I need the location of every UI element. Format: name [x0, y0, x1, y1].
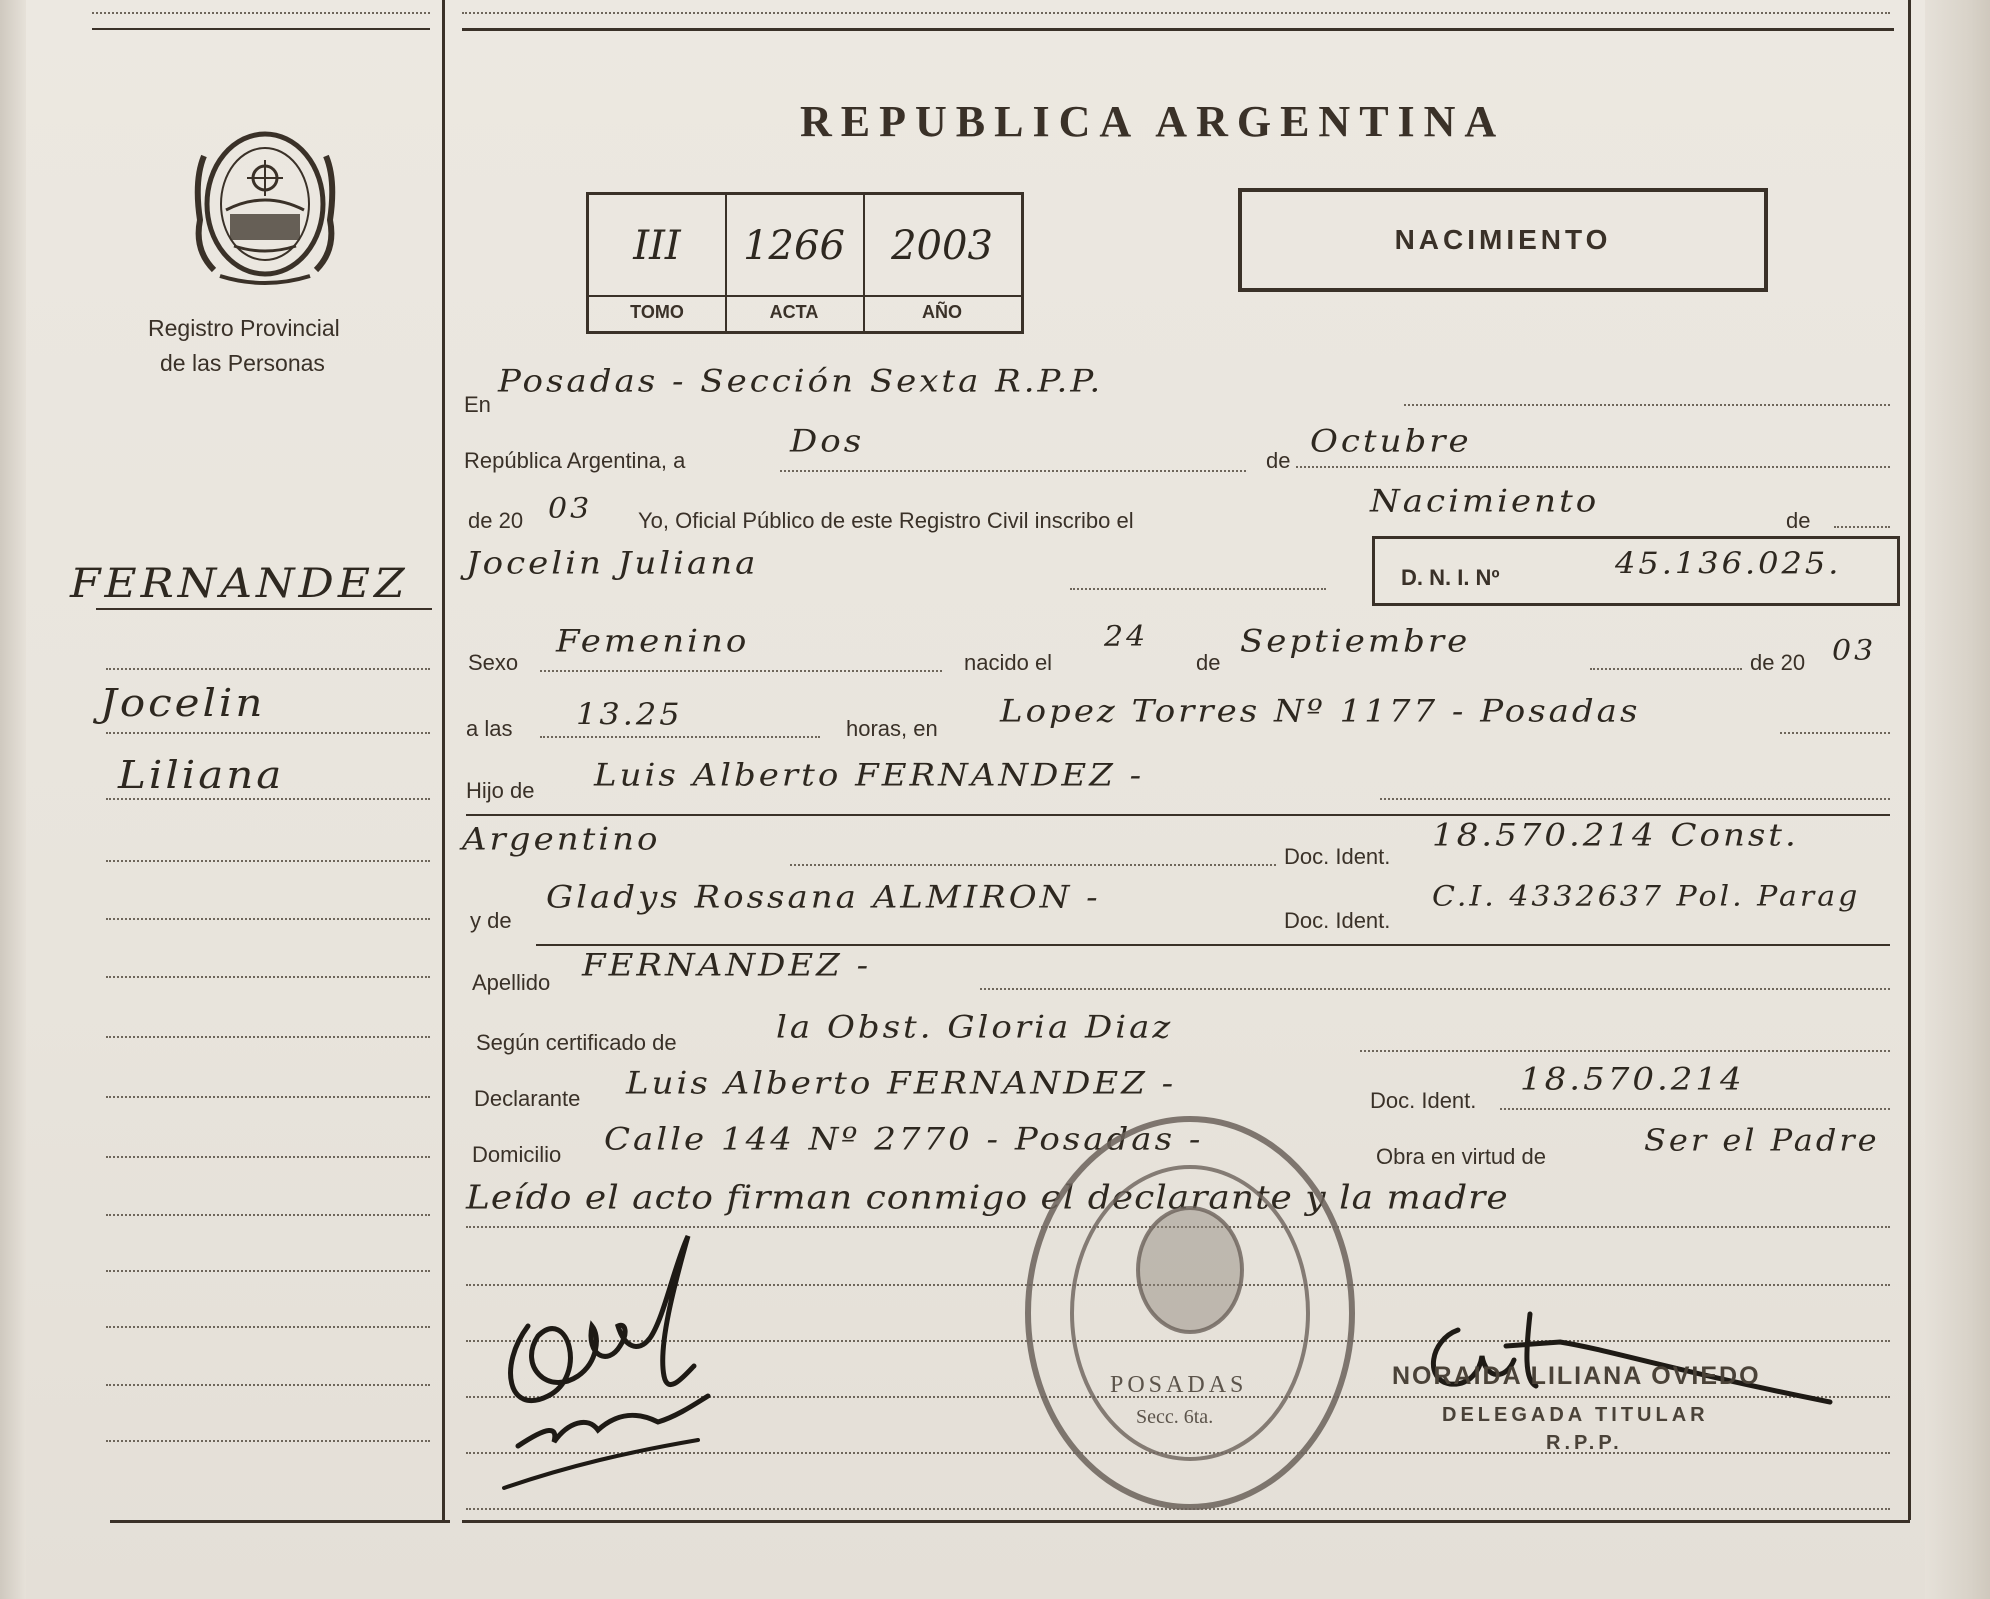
birth-place: Lopez Torres Nº 1177 - Posadas: [1000, 693, 1641, 730]
father-document: 18.570.214 Const.: [1432, 817, 1799, 854]
stamp-section: Secc. 6ta.: [1136, 1406, 1214, 1428]
closing-statement: Leído el acto firman conmigo el declarante y la madre: [466, 1179, 1509, 1217]
tomo-label: TOMO: [630, 302, 684, 322]
birth-year-prefix: de 20: [1750, 650, 1806, 675]
birth-year: 03: [1832, 634, 1877, 667]
tomo-cell: [589, 195, 727, 331]
declarante-label: Declarante: [474, 1086, 581, 1111]
margin-line: [106, 1270, 430, 1272]
declarant-name: Luis Alberto FERNANDEZ -: [626, 1065, 1177, 1102]
margin-line: [106, 1036, 430, 1038]
page-edge-left: [0, 0, 26, 1599]
acta-label: ACTA: [769, 302, 819, 322]
official-office: R.P.P.: [1546, 1432, 1623, 1454]
capacity: Ser el Padre: [1644, 1123, 1880, 1158]
father-doc-label: Doc. Ident.: [1284, 844, 1391, 869]
margin-surname: FERNANDEZ: [70, 560, 409, 607]
sex-value: Femenino: [556, 623, 750, 660]
certifier-line: [1360, 1050, 1890, 1052]
registration-month: Octubre: [1310, 423, 1472, 460]
birth-month: Septiembre: [1240, 623, 1471, 660]
nationality-line: [790, 864, 1276, 866]
top-rule-right: [462, 28, 1894, 31]
ano-value: 2003: [891, 223, 993, 269]
child-name: Jocelin Juliana: [466, 545, 759, 582]
a-las-label: a las: [466, 716, 513, 741]
hour-line: [540, 736, 820, 738]
registry-name-line2: de las Personas: [160, 350, 325, 376]
margin-line: [106, 732, 430, 734]
ano-cell: [863, 195, 1021, 331]
margin-line: [106, 1326, 430, 1328]
sexo-line: [540, 670, 942, 672]
birth-day: 24: [1104, 620, 1149, 653]
y-de-label: y de: [470, 908, 512, 933]
margin-surname-underline: [96, 608, 432, 610]
obra-label: Obra en virtud de: [1376, 1144, 1546, 1169]
apellido-line: [980, 988, 1890, 990]
province-coat-of-arms-logo: [190, 120, 340, 286]
margin-line: [106, 1096, 430, 1098]
father-nationality: Argentino: [462, 821, 661, 858]
apellido-label: Apellido: [472, 970, 551, 995]
right-border-line: [1908, 0, 1911, 1520]
official-title: DELEGADA TITULAR: [1442, 1404, 1709, 1426]
margin-line: [106, 1156, 430, 1158]
stamp-city: POSADAS: [1110, 1372, 1248, 1398]
margin-line: [106, 668, 430, 670]
tomo-value: III: [633, 223, 681, 269]
document-heading: REPUBLICA ARGENTINA: [800, 97, 1506, 146]
mother-document: C.I. 4332637 Pol. Parag: [1432, 880, 1861, 913]
certifier: la Obst. Gloria Diaz: [776, 1009, 1174, 1046]
margin-line: [106, 1440, 430, 1442]
domicilio-label: Domicilio: [472, 1142, 562, 1167]
reference-table: [586, 192, 1024, 334]
de-label-month: de: [1266, 448, 1291, 473]
margin-line: [106, 1214, 430, 1216]
ano-label: AÑO: [922, 302, 962, 322]
registration-year: 03: [548, 492, 593, 525]
record-type: Nacimiento: [1370, 483, 1600, 520]
document-type-label: NACIMIENTO: [1394, 224, 1612, 255]
child-surname: FERNANDEZ -: [582, 947, 872, 984]
father-line: [1380, 798, 1890, 800]
page-edge-right: [1925, 0, 1990, 1599]
father-rule: [466, 814, 1890, 816]
margin-line: [106, 860, 430, 862]
day-line: [780, 470, 1246, 472]
declarant-line: [1500, 1108, 1890, 1110]
margin-line: [106, 1384, 430, 1386]
birth-hour: 13.25: [576, 697, 683, 732]
hijo-label: Hijo de: [466, 778, 535, 803]
mother-doc-label: Doc. Ident.: [1284, 908, 1391, 933]
place-line: [1780, 732, 1890, 734]
margin-given-name-1: Jocelin: [100, 679, 266, 725]
top-dotted-line-left: [92, 12, 430, 14]
segun-label: Según certificado de: [476, 1030, 677, 1055]
dni-value: 45.136.025.: [1615, 546, 1842, 581]
year-prefix: de 20: [468, 508, 524, 533]
address: Calle 144 Nº 2770 - Posadas -: [604, 1121, 1204, 1158]
mother-rule: [536, 944, 1890, 946]
margin-line: [106, 798, 430, 800]
margin-line: [106, 976, 430, 978]
de-label-person: de: [1786, 508, 1811, 533]
document-type-box: [1238, 188, 1768, 292]
birth-month-line: [1590, 668, 1742, 670]
mother-name: Gladys Rossana ALMIRON -: [546, 879, 1101, 916]
acta-cell: [725, 195, 865, 331]
nacido-label: nacido el: [964, 650, 1053, 675]
bottom-rule-left: [110, 1520, 450, 1523]
margin-line: [106, 918, 430, 920]
registry-name-line1: Registro Provincial: [148, 315, 340, 341]
de-label-birth: de: [1196, 650, 1221, 675]
margin-given-name-2: Liliana: [118, 751, 285, 797]
sexo-label: Sexo: [468, 650, 519, 675]
de-line: [1834, 526, 1890, 528]
registration-day: Dos: [790, 423, 865, 460]
horas-label: horas, en: [846, 716, 938, 741]
official-name: NORAIDA LILIANA OVIEDO: [1392, 1362, 1761, 1390]
dni-label: D. N. I. Nº: [1401, 565, 1500, 590]
en-label: En: [464, 392, 491, 417]
top-dotted-line-right: [462, 12, 1890, 14]
month-line: [1296, 466, 1890, 468]
name-line: [1070, 588, 1326, 590]
acta-value: 1266: [743, 223, 845, 269]
bottom-rule-right: [462, 1520, 1910, 1523]
declarant-doc-label: Doc. Ident.: [1370, 1088, 1477, 1113]
top-rule-left: [92, 28, 430, 30]
en-line: [1404, 404, 1890, 406]
declarant-signature: [488, 1226, 748, 1498]
inscribo-text: Yo, Oficial Público de este Registro Civil inscribo el: [638, 508, 1134, 533]
registration-place: Posadas - Sección Sexta R.P.P.: [498, 363, 1104, 400]
father-name: Luis Alberto FERNANDEZ -: [594, 757, 1145, 794]
dni-box: [1372, 536, 1900, 606]
official-stamp: [1020, 1110, 1360, 1516]
left-column-divider: [442, 0, 445, 1520]
declarant-document: 18.570.214: [1520, 1061, 1745, 1098]
republica-label: República Argentina, a: [464, 448, 686, 473]
